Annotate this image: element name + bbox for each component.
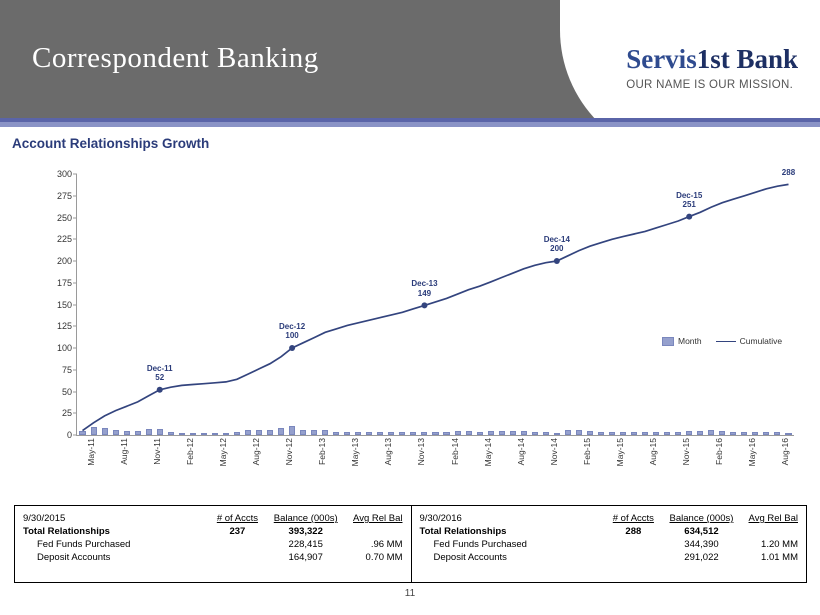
- summary-table-2015: [15, 506, 411, 582]
- row-accts: [205, 551, 270, 564]
- table-header-row: [420, 512, 799, 525]
- slide-header: [0, 0, 820, 118]
- legend-item-cumulative: [716, 336, 783, 346]
- y-axis-tick-label: 0: [66, 430, 72, 440]
- y-axis-tick-label: 200: [56, 256, 72, 266]
- table-header-row: [23, 512, 403, 525]
- x-axis-tick-label: Feb-15: [581, 438, 592, 465]
- x-axis-tick-label: May-14: [482, 438, 493, 467]
- x-axis-tick-label: Nov-13: [416, 438, 427, 466]
- summary-table-2016: [411, 506, 807, 582]
- table-row: [23, 551, 403, 564]
- row-accts: 288: [625, 526, 642, 537]
- table-row: [23, 525, 403, 538]
- row-balance: 393,322: [288, 526, 323, 537]
- y-axis-tick-label: 150: [56, 299, 72, 310]
- row-label: Fed Funds Purchased: [37, 539, 131, 550]
- cumulative-line: [77, 174, 794, 435]
- y-axis-tick-label: 300: [56, 169, 72, 179]
- chart-x-axis-labels: [76, 438, 794, 484]
- row-label: Total Relationships: [23, 526, 110, 537]
- table-row: [23, 538, 403, 551]
- y-axis-tick-label: 275: [56, 190, 72, 201]
- page-number: 11: [404, 588, 416, 599]
- legend-label-cumulative: Cumulative: [739, 336, 783, 346]
- table-row: [420, 551, 799, 564]
- y-axis-tick-label: 125: [56, 321, 72, 332]
- logo-wordmark: [626, 44, 798, 75]
- chart-annotation: Dec-13 149: [411, 279, 438, 298]
- row-avg: [737, 525, 798, 538]
- row-balance: 344,390: [684, 539, 719, 550]
- row-accts: 237: [229, 526, 246, 537]
- row-accts: [205, 538, 270, 551]
- logo-word-servis: Servis: [626, 44, 697, 74]
- table-row: [420, 525, 799, 538]
- x-axis-tick-label: May-11: [85, 438, 96, 466]
- y-axis-tick-label: 250: [56, 212, 72, 223]
- row-balance: 228,415: [288, 539, 323, 550]
- x-axis-tick-label: Feb-13: [317, 438, 328, 465]
- x-axis-tick-label: Nov-12: [284, 438, 295, 466]
- row-avg: [342, 525, 403, 538]
- bar-swatch-icon: [662, 337, 674, 346]
- y-axis-tick-label: 75: [61, 364, 72, 375]
- row-avg: 0.70 MM: [365, 552, 403, 563]
- chart-plot-area: [56, 168, 796, 440]
- section-title: Account Relationships Growth: [12, 136, 210, 151]
- row-avg: .96 MM: [370, 539, 403, 550]
- y-axis-tick-label: 175: [56, 277, 72, 288]
- x-axis-tick-label: Aug-11: [118, 438, 129, 465]
- table-date-2016: 9/30/2016: [419, 513, 462, 524]
- row-label: Total Relationships: [419, 526, 507, 537]
- y-axis-tick-label: 25: [61, 408, 72, 419]
- row-avg: 1.01 MM: [761, 552, 798, 563]
- y-axis-tick-label: 50: [61, 386, 72, 397]
- x-axis-tick-label: Feb-16: [714, 438, 725, 465]
- row-accts: [601, 551, 665, 564]
- x-axis-tick-label: Feb-12: [184, 438, 195, 465]
- col-header-accts-2015: # of Accts: [216, 513, 258, 524]
- x-axis-tick-label: May-15: [614, 438, 625, 467]
- row-balance: 634,512: [684, 526, 719, 537]
- row-balance: 164,907: [288, 552, 323, 563]
- row-label: Fed Funds Purchased: [433, 539, 527, 550]
- x-axis-tick-label: Nov-11: [151, 438, 162, 465]
- chart-annotation: 288: [781, 168, 796, 178]
- col-header-avg-2015: Avg Rel Bal: [353, 513, 403, 524]
- line-swatch-icon: [716, 341, 736, 342]
- logo-word-1stbank: 1st Bank: [696, 44, 798, 74]
- x-axis-tick-label: Aug-16: [780, 438, 791, 466]
- header-accent-bar-top: [0, 118, 820, 122]
- page-title: Correspondent Banking: [32, 42, 319, 74]
- col-header-accts-2016: # of Accts: [612, 513, 654, 524]
- x-axis-tick-label: Nov-15: [681, 438, 692, 466]
- table-row: [420, 538, 799, 551]
- header-accent-bar: [0, 118, 820, 127]
- col-header-avg-2016: Avg Rel Bal: [748, 513, 798, 524]
- account-relationships-growth-chart: [14, 160, 809, 485]
- x-axis-tick-label: May-13: [350, 438, 361, 467]
- x-axis-tick-label: Feb-14: [449, 438, 460, 465]
- col-header-balance-2016: Balance (000s): [669, 513, 734, 524]
- x-axis-tick-label: May-16: [747, 438, 758, 467]
- legend-item-month: [662, 336, 702, 346]
- x-axis-tick-label: Nov-14: [548, 438, 559, 466]
- x-axis-tick-label: May-12: [217, 438, 228, 467]
- row-accts: [601, 538, 665, 551]
- row-label: Deposit Accounts: [433, 552, 507, 563]
- x-axis-tick-label: Aug-14: [515, 438, 526, 466]
- chart-legend: [662, 336, 782, 346]
- table-date-2015: 9/30/2015: [23, 513, 66, 524]
- x-axis-tick-label: Aug-15: [648, 438, 659, 466]
- y-axis-tick-label: 225: [56, 234, 72, 245]
- legend-label-month: Month: [678, 336, 702, 346]
- summary-tables: [14, 505, 807, 583]
- col-header-balance-2015: Balance (000s): [273, 513, 338, 524]
- row-label: Deposit Accounts: [37, 552, 111, 563]
- chart-annotation: Dec-14 200: [543, 235, 570, 254]
- x-axis-tick-label: Aug-12: [250, 438, 261, 466]
- logo-tagline: OUR NAME IS OUR MISSION.: [626, 79, 794, 91]
- row-avg: 1.20 MM: [761, 539, 798, 550]
- row-balance: 291,022: [684, 552, 719, 563]
- brand-logo: [626, 44, 798, 91]
- x-axis-tick-label: Aug-13: [383, 438, 394, 466]
- y-axis-tick-label: 100: [56, 343, 72, 353]
- chart-annotation: Dec-15 251: [676, 190, 703, 209]
- chart-annotation: Dec-12 100: [278, 322, 306, 341]
- chart-annotation: Dec-11 52: [146, 363, 173, 382]
